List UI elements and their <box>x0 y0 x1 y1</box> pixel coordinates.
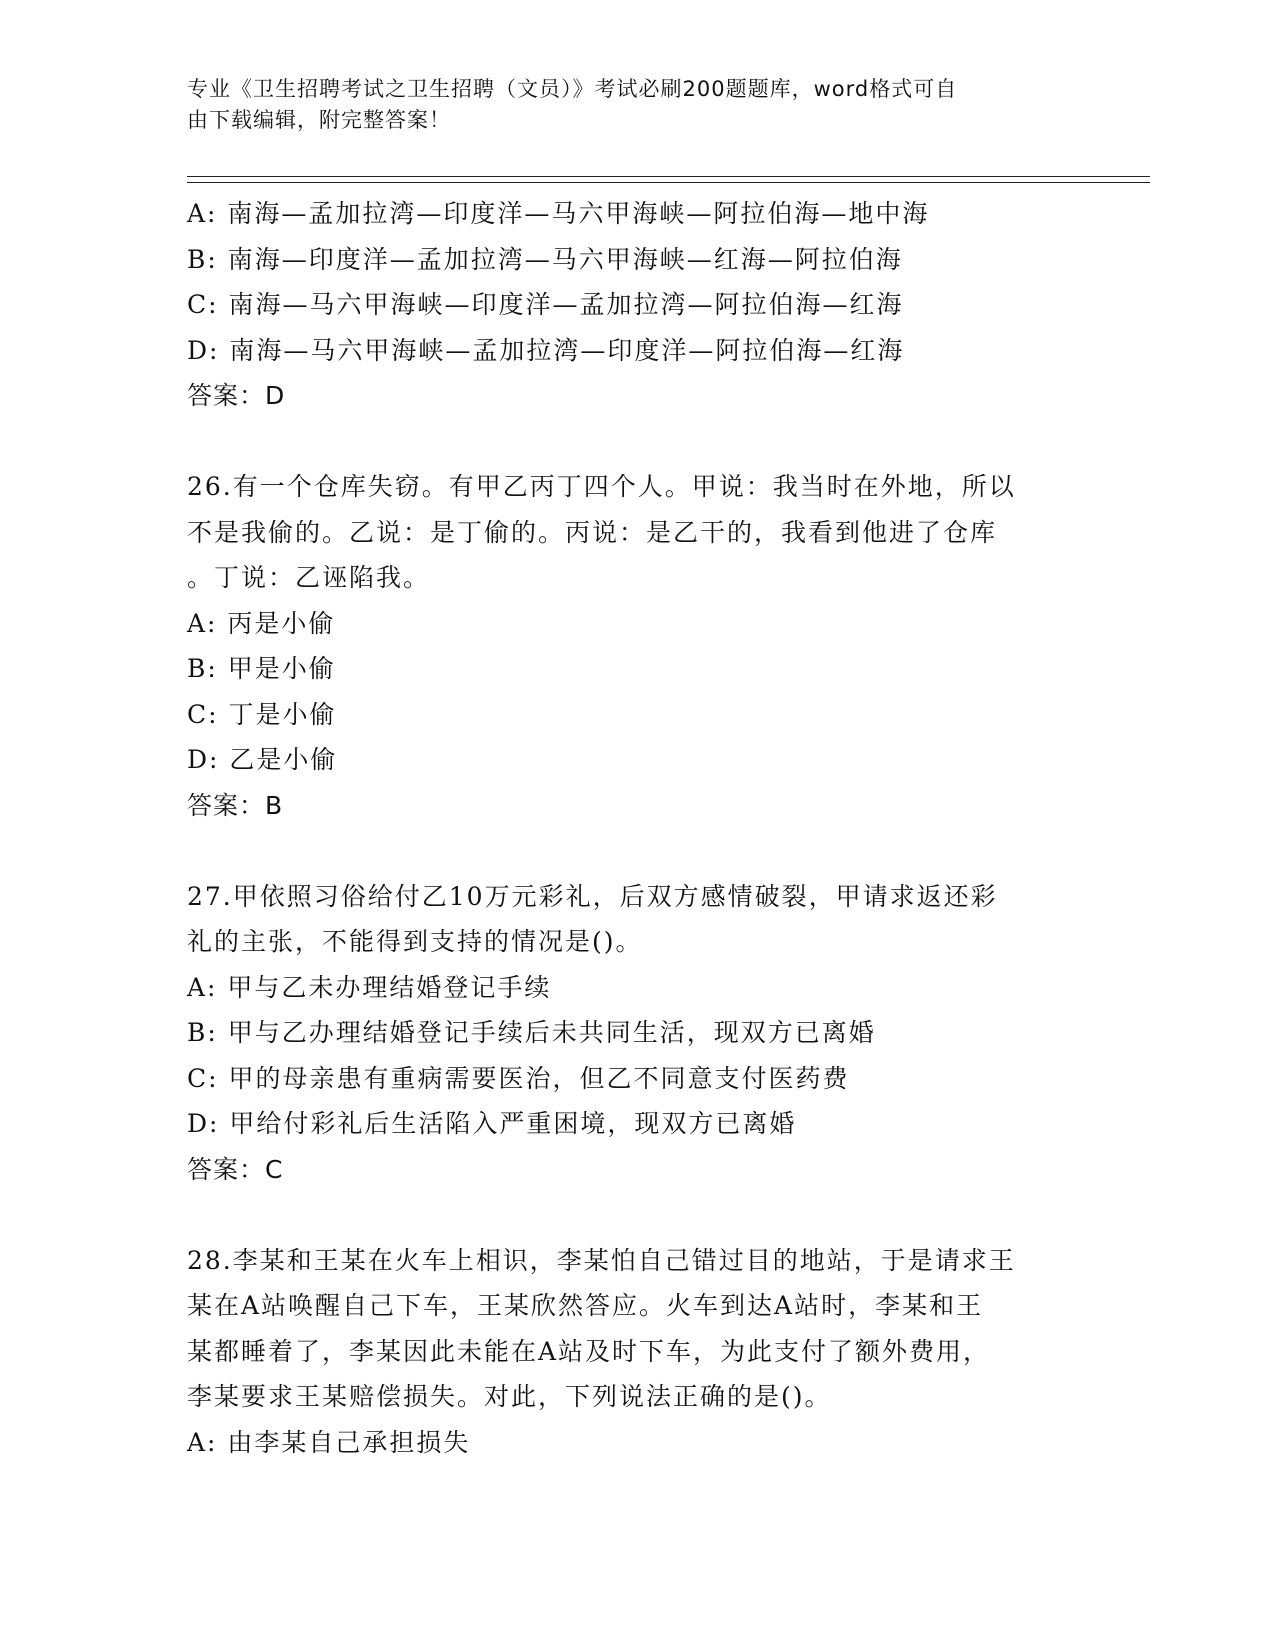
question-stem: 某都睡着了，李某因此未能在A站及时下车，为此支付了额外费用， <box>187 1336 991 1366</box>
question-stem: 不是我偷的。乙说：是丁偷的。丙说：是乙干的，我看到他进了仓库 <box>187 517 998 547</box>
option-d: D: 南海—马六甲海峡—孟加拉湾—印度洋—阿拉伯海—红海 <box>187 335 905 365</box>
option-d: D: 甲给付彩礼后生活陷入严重困境，现双方已离婚 <box>187 1109 797 1138</box>
header-rule-bottom <box>187 182 1150 183</box>
question-28 <box>187 1238 1077 1466</box>
header-line-2: 由下载编辑，附完整答案！ <box>187 108 451 132</box>
option-d: D: 乙是小偷 <box>187 745 338 774</box>
option-b: B: 甲是小偷 <box>187 654 336 683</box>
option-c: C: 丁是小偷 <box>187 699 337 729</box>
option-a: A: 丙是小偷 <box>187 608 336 638</box>
question-stem: 。丁说：乙诬陷我。 <box>187 563 431 592</box>
answer: 答案：B <box>187 790 284 820</box>
option-c: C: 南海—马六甲海峡—印度洋—孟加拉湾—阿拉伯海—红海 <box>187 290 904 319</box>
question-25 <box>187 191 1077 419</box>
option-a: A: 南海—孟加拉湾—印度洋—马六甲海峡—阿拉伯海—地中海 <box>187 199 930 228</box>
answer: 答案：C <box>187 1154 284 1184</box>
question-stem: 某在A站唤醒自己下车，王某欣然答应。火车到达A站时，李某和王 <box>187 1291 984 1320</box>
question-stem: 26.有一个仓库失窃。有甲乙丙丁四个人。甲说：我当时在外地，所以 <box>187 472 1016 501</box>
questions-body <box>187 191 1077 1465</box>
question-27 <box>187 874 1077 1193</box>
option-b: B: 南海—印度洋—孟加拉湾—马六甲海峡—红海—阿拉伯海 <box>187 244 903 274</box>
header-rule-top <box>187 176 1150 177</box>
option-b: B: 甲与乙办理结婚登记手续后未共同生活，现双方已离婚 <box>187 1018 876 1047</box>
question-stem: 28.李某和王某在火车上相识，李某怕自己错过目的地站，于是请求王 <box>187 1245 1016 1275</box>
option-c: C: 甲的母亲患有重病需要医治，但乙不同意支付医药费 <box>187 1063 850 1093</box>
header-line-1: 专业《卫生招聘考试之卫生招聘（文员）》考试必刷200题题库，word格式可自 <box>187 77 958 101</box>
option-a: A: 甲与乙未办理结婚登记手续 <box>187 972 552 1002</box>
question-stem: 李某要求王某赔偿损失。对此，下列说法正确的是()。 <box>187 1382 832 1411</box>
question-stem: 礼的主张，不能得到支持的情况是()。 <box>187 927 643 956</box>
spacer <box>187 419 1077 465</box>
question-stem: 27.甲依照习俗给付乙10万元彩礼，后双方感情破裂，甲请求返还彩 <box>187 881 998 911</box>
spacer <box>187 828 1077 874</box>
document-header <box>187 74 1067 136</box>
spacer <box>187 1192 1077 1238</box>
option-a: A: 由李某自己承担损失 <box>187 1427 471 1457</box>
answer: 答案：D <box>187 381 286 410</box>
question-26 <box>187 464 1077 828</box>
